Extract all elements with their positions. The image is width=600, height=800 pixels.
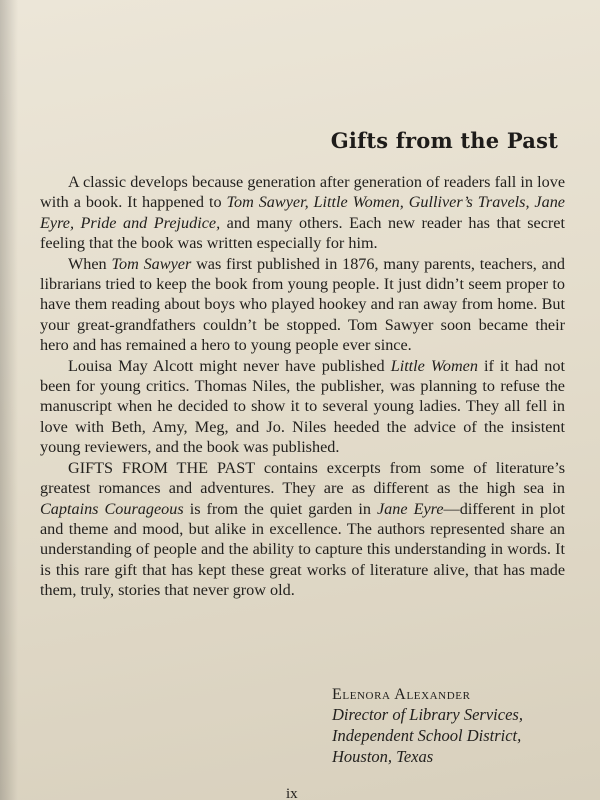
signature-name: Elenora Alexander <box>332 686 471 703</box>
book-title-text: Captains Courageous <box>40 499 184 518</box>
page-number: ix <box>286 786 298 800</box>
text-run: When <box>68 254 112 273</box>
paragraph-1 <box>40 172 565 254</box>
paragraph-3 <box>40 356 565 458</box>
signature-block <box>332 686 592 767</box>
text-run: if it had not been for young critics. Thomas Niles, the publisher, was planning to refuse the manuscript when he decided to show it to several young ladies. They all fell in love with Beth, Amy, Meg, and Jo. Niles heeded the advice of the insistent young reviewers, and the book was published. <box>40 356 565 457</box>
signature-location: Houston, Texas <box>332 747 434 766</box>
signature-title: Director of Library Services, <box>332 705 523 724</box>
book-title-text: Jane Eyre <box>376 499 444 518</box>
signature-organization: Independent School District, <box>332 726 522 745</box>
book-title-text: Tom Sawyer, Little Women, Gulliver’s Travels, Jane Eyre, Pride and Prejudice, <box>40 193 565 232</box>
paragraph-2 <box>40 254 565 356</box>
text-run: is from the quiet garden in <box>183 499 377 518</box>
text-run: A classic develops because generation after generation of readers fall in love with a book. It happened to <box>40 173 565 212</box>
page-edge-shadow <box>0 0 18 800</box>
paragraph-4 <box>40 458 565 601</box>
text-run: Louisa May Alcott might never have published <box>68 356 391 375</box>
body-text <box>40 172 565 601</box>
text-run: was first published in 1876, many parents, teachers, and librarians tried to keep the book from young people. It just didn’t seem proper to have them reading about boys who played hookey and ran away from home. But your great-grandfathers couldn’t be stopped. Tom Sawyer soon became their hero and has remained a hero to young people ever since. <box>40 254 566 355</box>
text-run: GIFTS FROM THE PAST contains excerpts from some of literature’s greatest romances and adventures. They are as different as the high sea in <box>40 458 565 498</box>
text-run: and many others. Each new reader has that secret feeling that the book was written especially for him. <box>40 213 565 253</box>
book-title-text: Little Women <box>390 356 478 375</box>
page-title: Gifts from the Past <box>330 128 558 153</box>
book-title-text: Tom Sawyer <box>111 254 192 273</box>
text-run: —different in plot and theme and mood, but alike in excellence. The authors represented share an understanding of people and the ability to capture this understanding in words. It is this rare gift that has kept these great works of literature alive, that has made them, truly, stories that never grow old. <box>40 499 565 600</box>
